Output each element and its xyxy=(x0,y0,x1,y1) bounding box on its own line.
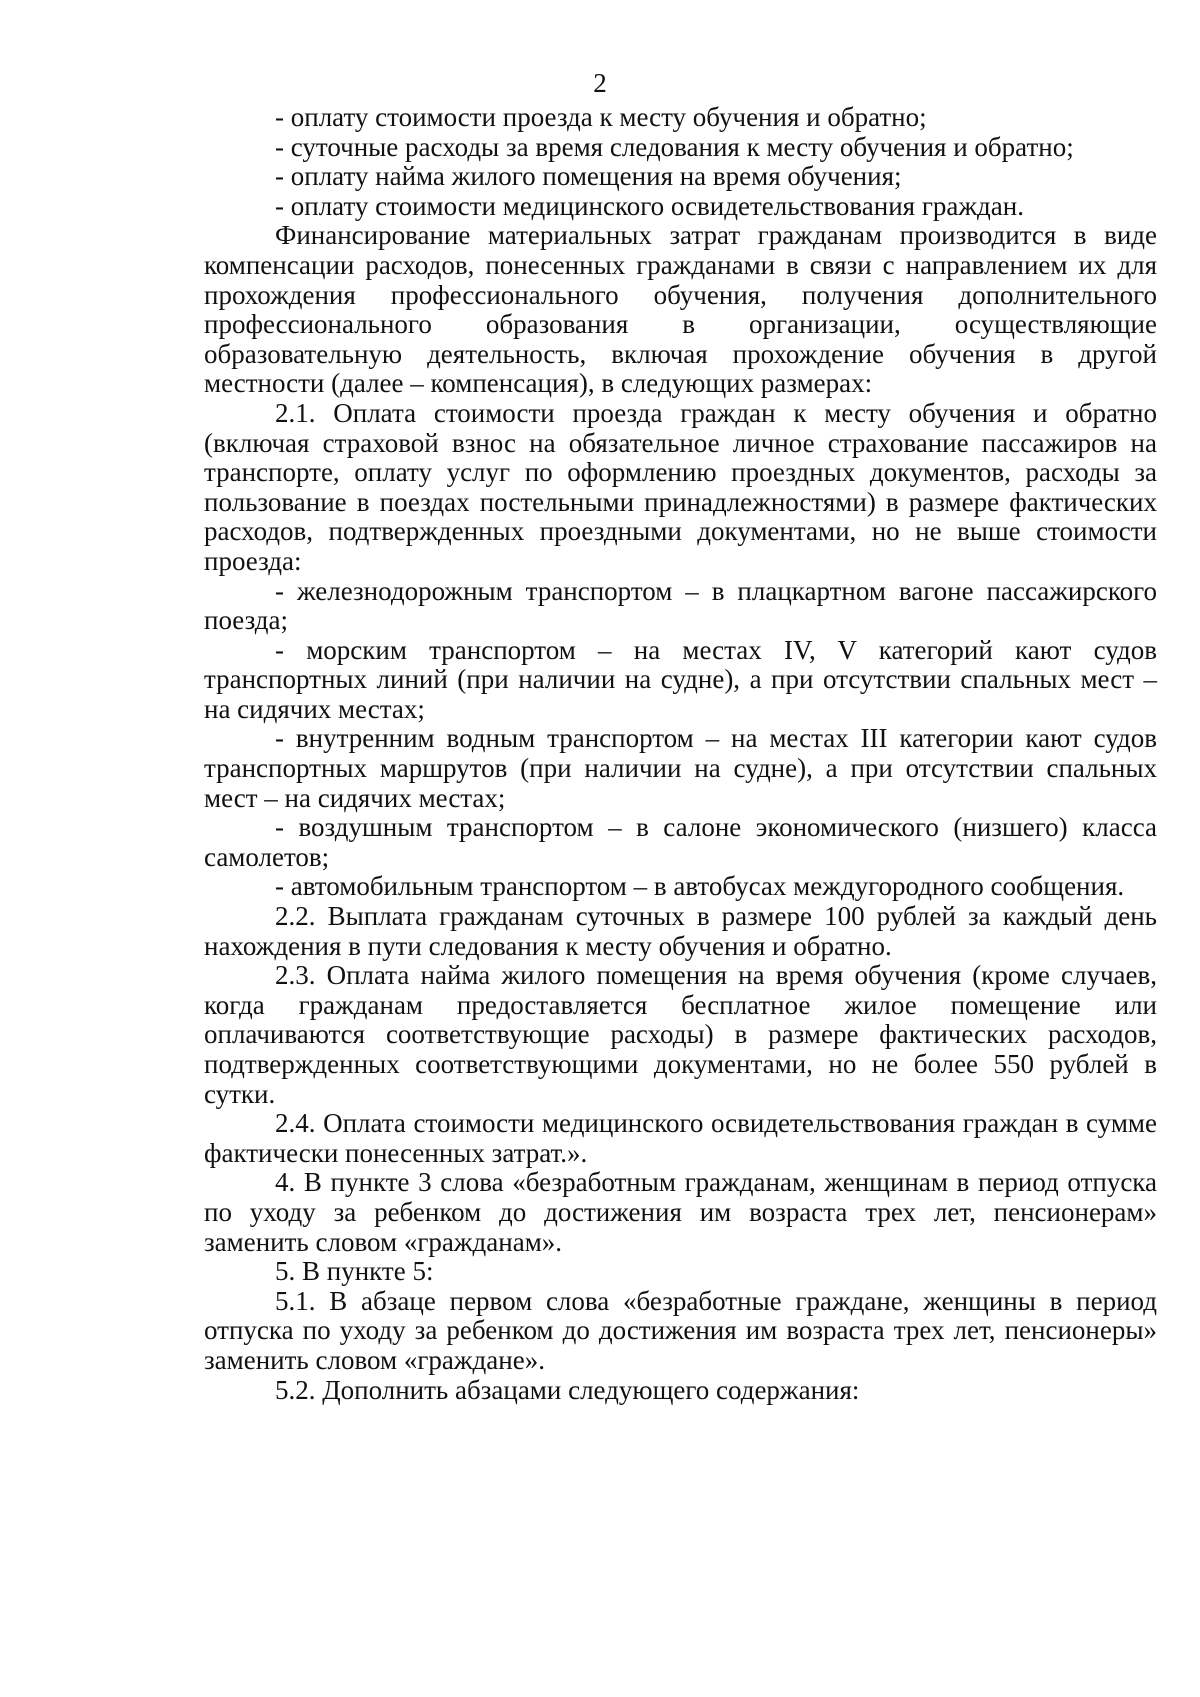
list-item-medical-exam: - оплату стоимости медицинского освидетельствования граждан. xyxy=(275,190,1024,221)
paragraph-5-2: 5.2. Дополнить абзацами следующего содержания: xyxy=(275,1374,860,1405)
list-item-daily-expenses: - суточные расходы за время следования к месту обучения и обратно; xyxy=(275,131,1074,162)
list-item-sea: - морским транспортом – на местах IV, V категорий кают судов транспортных линий (при наличии на судне), а при отсутствии спальных мест – на сидячих местах; xyxy=(204,634,1157,724)
list-item-inland-water: - внутренним водным транспортом – на местах III категории кают судов транспортных маршрутов (при наличии на судне), а при отсутствии спальных мест – на сидячих местах; xyxy=(204,723,1157,813)
paragraph-5-1: 5.1. В абзаце первом слова «безработные граждане, женщины в период отпуска по уходу за ребенком до достижения им возраста трех лет, пенсионеры» заменить словом «граждане». xyxy=(204,1285,1157,1375)
list-item-housing-cost: - оплату найма жилого помещения на время обучения; xyxy=(275,161,902,192)
document-body xyxy=(204,103,1157,1405)
paragraph-2-2: 2.2. Выплата гражданам суточных в размере 100 рублей за каждый день нахождения в пути следования к месту обучения и обратно. xyxy=(204,901,1157,961)
paragraph-2-3: 2.3. Оплата найма жилого помещения на время обучения (кроме случаев, когда гражданам предоставляется бесплатное жилое помещение или оплачиваются соответствующие расходы) в размере фактических расходов, подтвержденных соответствующими документами, но не более 550 рублей в сутки. xyxy=(204,960,1157,1109)
paragraph-4: 4. В пункте 3 слова «безработным гражданам, женщинам в период отпуска по уходу за ребенком до достижения им возраста трех лет, пенсионерам» заменить словом «гражданам». xyxy=(204,1167,1157,1257)
page-number: 2 xyxy=(593,68,607,98)
list-item-automobile: - автомобильным транспортом – в автобусах междугородного сообщения. xyxy=(275,871,1125,902)
list-item-travel-cost: - оплату стоимости проезда к месту обучения и обратно; xyxy=(275,102,927,132)
list-item-air: - воздушным транспортом – в салоне экономического (низшего) класса самолетов; xyxy=(204,812,1157,872)
paragraph-2-1: 2.1. Оплата стоимости проезда граждан к месту обучения и обратно (включая страховой взнос на обязательное личное страхование пассажиров на транспорте, оплату услуг по оформлению проездных документов, расходы за пользование в поездах постельными принадлежностями) в размере фактических расходов, подтвержденных проездными документами, но не выше стоимости проезда: xyxy=(204,397,1157,576)
paragraph-2-4: 2.4. Оплата стоимости медицинского освидетельствования граждан в сумме фактически понесенных затрат.». xyxy=(204,1108,1157,1168)
paragraph-financing: Финансирование материальных затрат гражданам производится в виде компенсации расходов, понесенных гражданами в связи с направлением их для прохождения профессионального обучения, получения дополнительного профессионального образования в организации, осуществляющие образовательную деятельность, включая прохождение обучения в другой местности (далее – компенсация), в следующих размерах: xyxy=(204,220,1157,399)
paragraph-5: 5. В пункте 5: xyxy=(275,1256,434,1287)
list-item-railway: - железнодорожным транспортом – в плацкартном вагоне пассажирского поезда; xyxy=(204,575,1157,636)
